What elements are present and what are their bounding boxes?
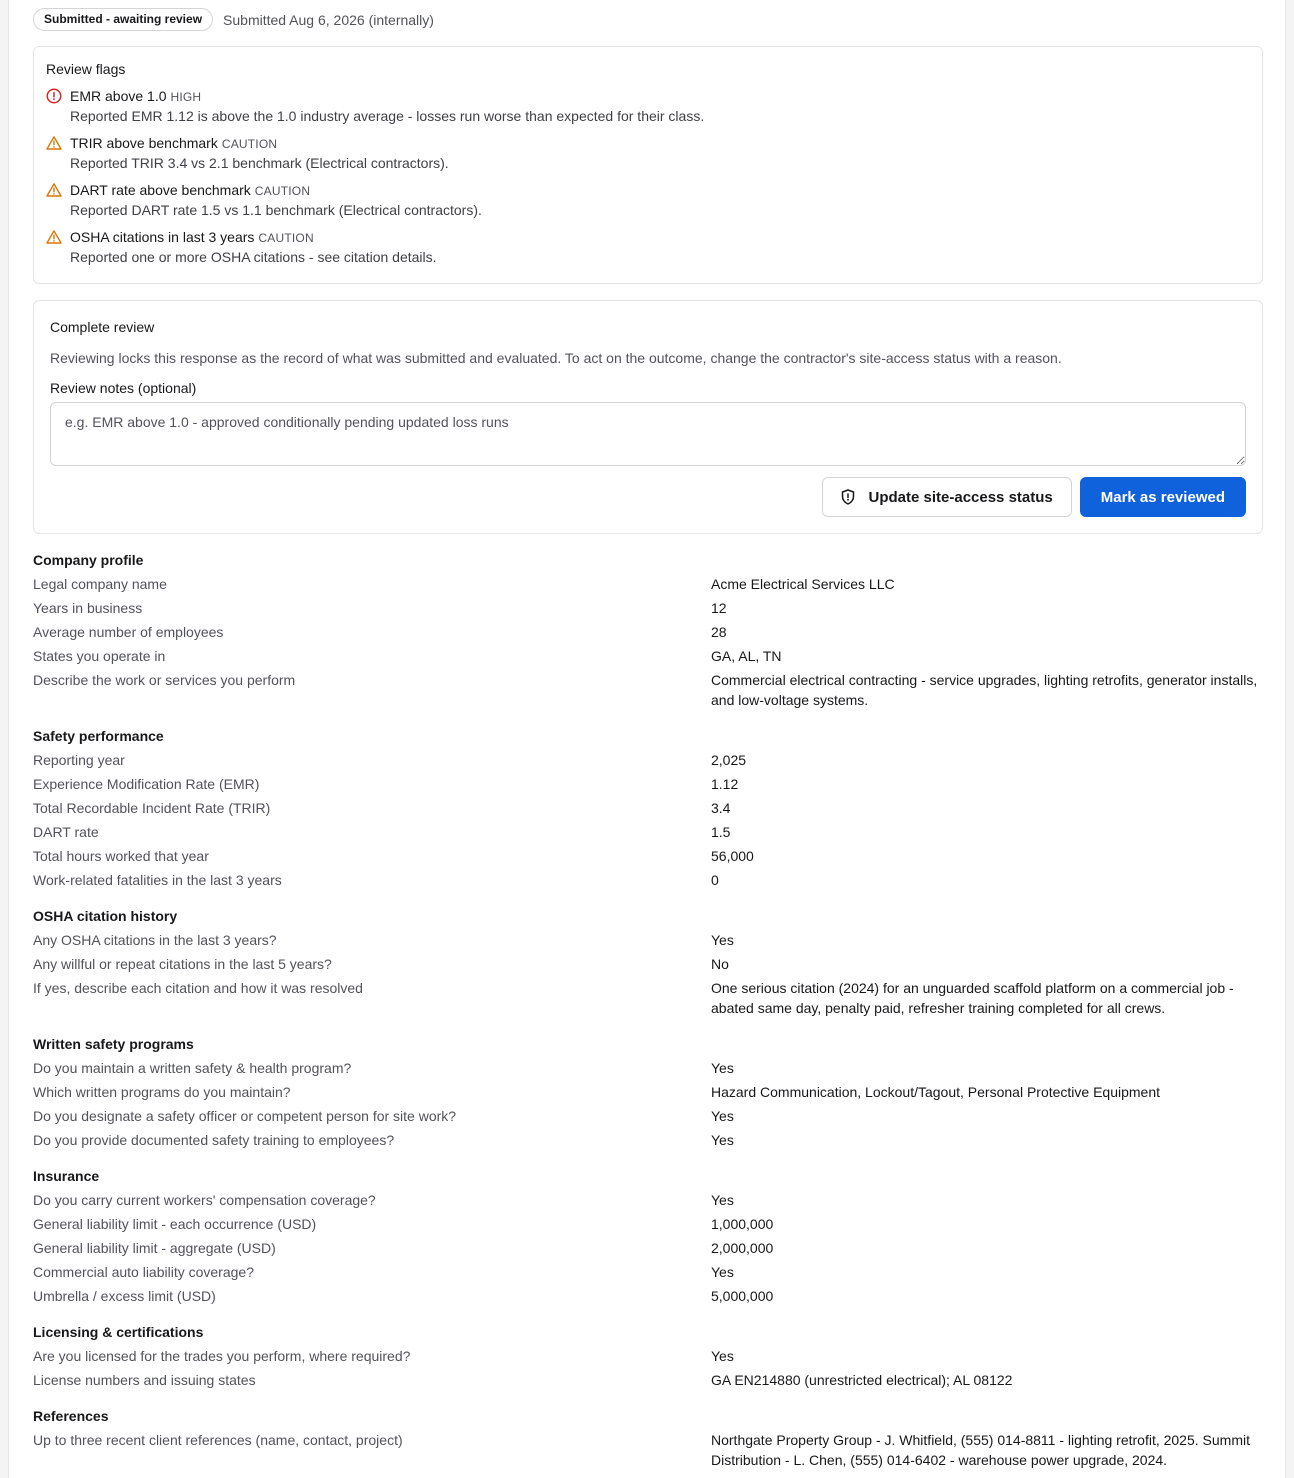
answer-value: Commercial electrical contracting - service upgrades, lighting retrofits, generator installs, and low-voltage systems. — [711, 672, 1258, 708]
question-label: Any OSHA citations in the last 3 years? — [33, 932, 277, 948]
qa-row — [33, 930, 1263, 950]
review-flags-card — [33, 46, 1263, 284]
qa-row — [33, 1346, 1263, 1366]
response-section — [33, 1166, 1263, 1306]
qa-row — [33, 978, 1263, 1018]
review-flag — [46, 134, 1250, 173]
section-title: Safety performance — [33, 728, 164, 744]
qa-row — [33, 1106, 1263, 1126]
section-title: Insurance — [33, 1168, 100, 1184]
response-section — [33, 726, 1263, 890]
review-flag — [46, 228, 1250, 267]
question-label: General liability limit - each occurrence (USD) — [33, 1216, 317, 1232]
qa-row — [33, 1130, 1263, 1150]
qa-row — [33, 1238, 1263, 1258]
question-label: Years in business — [33, 600, 143, 616]
answer-value: GA EN214880 (unrestricted electrical); AL 08122 — [711, 1372, 1013, 1388]
answer-value: 1.5 — [711, 824, 731, 840]
answer-value: Acme Electrical Services LLC — [711, 576, 895, 592]
qa-row — [33, 750, 1263, 770]
question-label: Work-related fatalities in the last 3 years — [33, 872, 282, 888]
qa-row — [33, 598, 1263, 618]
answer-value: 28 — [711, 624, 727, 640]
review-flags-title: Review flags — [46, 61, 126, 77]
qa-row — [33, 954, 1263, 974]
warning-triangle-icon — [46, 182, 62, 198]
update-site-access-status-label: Update site-access status — [868, 488, 1053, 506]
answer-value: 2,000,000 — [711, 1240, 774, 1256]
answer-value: 3.4 — [711, 800, 731, 816]
question-label: If yes, describe each citation and how it was resolved — [33, 980, 363, 996]
complete-review-description: Reviewing locks this response as the record of what was submitted and evaluated. To act on the outcome, change the contractor's site-access status with a reason. — [50, 350, 1062, 366]
flag-title: EMR above 1.0 — [70, 88, 167, 104]
section-title: OSHA citation history — [33, 908, 178, 924]
shield-icon — [841, 489, 855, 505]
question-label: Any willful or repeat citations in the last 5 years? — [33, 956, 332, 972]
response-section — [33, 906, 1263, 1018]
question-label: Do you maintain a written safety & health program? — [33, 1060, 352, 1076]
qa-row — [33, 1082, 1263, 1102]
answer-value: Yes — [711, 1108, 734, 1124]
question-label: Do you carry current workers' compensation coverage? — [33, 1192, 376, 1208]
answer-value: 0 — [711, 872, 719, 888]
status-row — [33, 8, 434, 31]
answer-value: Yes — [711, 1348, 734, 1364]
qa-row — [33, 574, 1263, 594]
question-label: Are you licensed for the trades you perform, where required? — [33, 1348, 411, 1364]
response-sections — [33, 550, 1263, 1478]
question-label: General liability limit - aggregate (USD) — [33, 1240, 276, 1256]
flag-title: TRIR above benchmark — [70, 135, 218, 151]
flag-title-line — [70, 181, 1250, 200]
flag-detail: Reported one or more OSHA citations - see citation details. — [70, 249, 437, 265]
response-section — [33, 550, 1263, 710]
question-label: License numbers and issuing states — [33, 1372, 256, 1388]
answer-value: 5,000,000 — [711, 1288, 774, 1304]
qa-row — [33, 1370, 1263, 1390]
flag-detail: Reported TRIR 3.4 vs 2.1 benchmark (Electrical contractors). — [70, 155, 449, 171]
flag-title-line — [70, 134, 1250, 153]
section-title: Licensing & certifications — [33, 1324, 204, 1340]
question-label: Legal company name — [33, 576, 167, 592]
question-label: Umbrella / excess limit (USD) — [33, 1288, 216, 1304]
qa-row — [33, 1214, 1263, 1234]
answer-value: Yes — [711, 1132, 734, 1148]
question-label: DART rate — [33, 824, 99, 840]
question-label: States you operate in — [33, 648, 166, 664]
qa-row — [33, 798, 1263, 818]
qa-row — [33, 846, 1263, 866]
question-label: Up to three recent client references (name, contact, project) — [33, 1432, 403, 1448]
flag-severity: CAUTION — [258, 231, 314, 245]
answer-value: 1,000,000 — [711, 1216, 774, 1232]
qa-row — [33, 774, 1263, 794]
flag-title: OSHA citations in last 3 years — [70, 229, 255, 245]
question-label: Total hours worked that year — [33, 848, 209, 864]
question-label: Commercial auto liability coverage? — [33, 1264, 254, 1280]
section-title: Written safety programs — [33, 1036, 194, 1052]
status-badge: Submitted - awaiting review — [33, 8, 213, 31]
qa-row — [33, 822, 1263, 842]
qa-row — [33, 646, 1263, 666]
complete-review-card — [33, 300, 1263, 534]
answer-value: Northgate Property Group - J. Whitfield, (555) 014-8811 - lighting retrofit, 2025. Summit Distribution - L. Chen, (555) 014-6402 - warehouse power upgrade, 2024. — [711, 1432, 1250, 1468]
qa-row — [33, 670, 1263, 710]
submitted-date: Submitted Aug 6, 2026 (internally) — [223, 11, 434, 28]
question-label: Experience Modification Rate (EMR) — [33, 776, 260, 792]
flag-severity: CAUTION — [221, 137, 278, 151]
review-flag — [46, 87, 1250, 126]
mark-as-reviewed-button[interactable]: Mark as reviewed — [1080, 477, 1246, 517]
question-label: Which written programs do you maintain? — [33, 1084, 291, 1100]
section-title: References — [33, 1408, 109, 1424]
response-section — [33, 1406, 1263, 1470]
review-flags-list — [46, 87, 1250, 267]
question-label: Reporting year — [33, 752, 125, 768]
answer-value: No — [711, 956, 729, 972]
qa-row — [33, 1262, 1263, 1282]
answer-value: Yes — [711, 1060, 734, 1076]
alert-circle-icon — [46, 88, 62, 104]
flag-title-line — [70, 87, 1250, 106]
warning-triangle-icon — [46, 229, 62, 245]
flag-detail: Reported DART rate 1.5 vs 1.1 benchmark (Electrical contractors). — [70, 202, 482, 218]
qa-row — [33, 1058, 1263, 1078]
flag-severity: HIGH — [170, 90, 202, 104]
qa-row — [33, 1430, 1263, 1470]
answer-value: 2,025 — [711, 752, 747, 768]
submission-review-page — [8, 0, 1286, 1478]
flag-severity: CAUTION — [254, 184, 311, 198]
answer-value: Yes — [711, 932, 734, 948]
section-title: Company profile — [33, 552, 144, 568]
review-actions — [822, 477, 1247, 517]
update-site-access-status-button[interactable] — [822, 477, 1072, 517]
answer-value: Yes — [711, 1264, 734, 1280]
response-section — [33, 1034, 1263, 1150]
question-label: Do you designate a safety officer or competent person for site work? — [33, 1108, 457, 1124]
warning-triangle-icon — [46, 135, 62, 151]
question-label: Average number of employees — [33, 624, 224, 640]
review-notes-label: Review notes (optional) — [50, 380, 197, 396]
flag-title-line — [70, 228, 1250, 247]
response-section — [33, 1322, 1263, 1390]
answer-value: GA, AL, TN — [711, 648, 782, 664]
complete-review-title: Complete review — [50, 319, 155, 335]
answer-value: Hazard Communication, Lockout/Tagout, Personal Protective Equipment — [711, 1084, 1161, 1100]
answer-value: 1.12 — [711, 776, 739, 792]
qa-row — [33, 1190, 1263, 1210]
question-label: Total Recordable Incident Rate (TRIR) — [33, 800, 271, 816]
answer-value: 56,000 — [711, 848, 754, 864]
question-label: Describe the work or services you perform — [33, 672, 296, 688]
review-notes-input[interactable] — [50, 402, 1246, 466]
answer-value: 12 — [711, 600, 727, 616]
qa-row — [33, 622, 1263, 642]
flag-title: DART rate above benchmark — [70, 182, 251, 198]
question-label: Do you provide documented safety training to employees? — [33, 1132, 395, 1148]
qa-row — [33, 1286, 1263, 1306]
qa-row — [33, 870, 1263, 890]
answer-value: Yes — [711, 1192, 734, 1208]
answer-value: One serious citation (2024) for an unguarded scaffold platform on a commercial job - abated same day, penalty paid, refresher training completed for all crews. — [711, 980, 1234, 1016]
flag-detail: Reported EMR 1.12 is above the 1.0 industry average - losses run worse than expected for their class. — [70, 108, 705, 124]
review-flag — [46, 181, 1250, 220]
